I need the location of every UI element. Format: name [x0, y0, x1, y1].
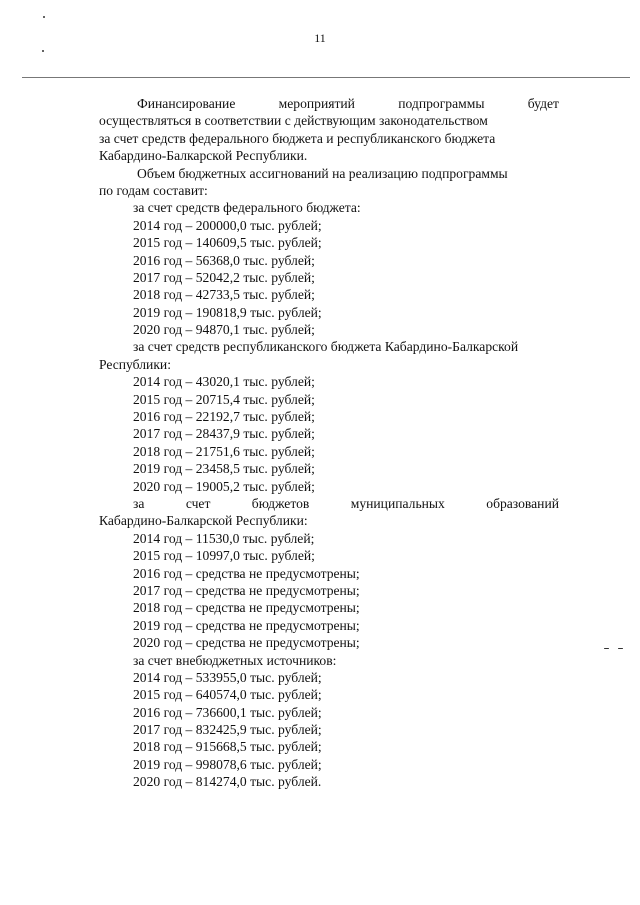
- section-heading: за счет внебюджетных источников:: [133, 652, 337, 668]
- list-item: 2016 год – 736600,1 тыс. рублей;: [133, 704, 322, 720]
- paragraph-line: осуществляться в соответствии с действующим законодательством: [99, 113, 488, 129]
- list-item: 2017 год – 52042,2 тыс. рублей;: [133, 269, 315, 285]
- scan-speck: [43, 16, 45, 18]
- list-item: 2015 год – 10997,0 тыс. рублей;: [133, 548, 315, 564]
- word: будет: [527, 96, 559, 111]
- list-item: 2019 год – 190818,9 тыс. рублей;: [133, 304, 322, 320]
- word: мероприятий: [278, 96, 355, 111]
- paragraph-line: [99, 95, 559, 112]
- list-item: 2020 год – 94870,1 тыс. рублей;: [133, 322, 315, 338]
- list-item: 2020 год – средства не предусмотрены;: [133, 635, 360, 651]
- list-item: 2016 год – 22192,7 тыс. рублей;: [133, 409, 315, 425]
- list-item: 2018 год – 21751,6 тыс. рублей;: [133, 443, 315, 459]
- scan-speck: [618, 648, 623, 649]
- list-item: 2020 год – 814274,0 тыс. рублей.: [133, 774, 322, 790]
- paragraph-line: Объем бюджетных ассигнований на реализацию подпрограммы: [137, 165, 508, 181]
- scan-speck: [42, 50, 44, 52]
- scan-speck: [604, 648, 609, 649]
- list-item: 2018 год – средства не предусмотрены;: [133, 600, 360, 616]
- header-rule: [22, 77, 630, 78]
- list-item: 2015 год – 640574,0 тыс. рублей;: [133, 687, 322, 703]
- list-item: 2014 год – 533955,0 тыс. рублей;: [133, 669, 322, 685]
- word: муниципальных: [350, 495, 445, 511]
- section-heading: за счет средств республиканского бюджета Кабардино-Балкарской: [133, 339, 519, 355]
- list-item: 2018 год – 42733,5 тыс. рублей;: [133, 287, 315, 303]
- section-heading: за счет средств федерального бюджета:: [133, 200, 361, 216]
- list-item: 2019 год – средства не предусмотрены;: [133, 617, 360, 633]
- section-heading: [99, 495, 559, 512]
- list-item: 2019 год – 23458,5 тыс. рублей;: [133, 461, 315, 477]
- page-number: 11: [314, 31, 326, 45]
- word: бюджетов: [251, 495, 310, 511]
- word: подпрограммы: [398, 96, 485, 111]
- paragraph-line: за счет средств федерального бюджета и республиканского бюджета: [99, 130, 496, 146]
- list-item: 2020 год – 19005,2 тыс. рублей;: [133, 478, 315, 494]
- list-item: 2014 год – 43020,1 тыс. рублей;: [133, 374, 315, 390]
- document-body: [99, 95, 559, 791]
- list-item: 2017 год – средства не предусмотрены;: [133, 582, 360, 598]
- list-item: 2016 год – средства не предусмотрены;: [133, 565, 360, 581]
- word: Финансирование: [137, 96, 236, 111]
- list-item: 2014 год – 200000,0 тыс. рублей;: [133, 217, 322, 233]
- paragraph-line: Кабардино-Балкарской Республики.: [99, 148, 308, 164]
- list-item: 2019 год – 998078,6 тыс. рублей;: [133, 756, 322, 772]
- list-item: 2015 год – 140609,5 тыс. рублей;: [133, 235, 322, 251]
- word: за: [133, 495, 145, 511]
- word: образований: [486, 495, 559, 511]
- section-heading: Кабардино-Балкарской Республики:: [99, 513, 308, 529]
- word: счет: [185, 495, 211, 511]
- list-item: 2017 год – 28437,9 тыс. рублей;: [133, 426, 315, 442]
- list-item: 2015 год – 20715,4 тыс. рублей;: [133, 391, 315, 407]
- list-item: 2018 год – 915668,5 тыс. рублей;: [133, 739, 322, 755]
- section-heading: Республики:: [99, 356, 171, 372]
- list-item: 2016 год – 56368,0 тыс. рублей;: [133, 252, 315, 268]
- list-item: 2017 год – 832425,9 тыс. рублей;: [133, 722, 322, 738]
- list-item: 2014 год – 11530,0 тыс. рублей;: [133, 530, 315, 546]
- paragraph-line: по годам составит:: [99, 182, 208, 198]
